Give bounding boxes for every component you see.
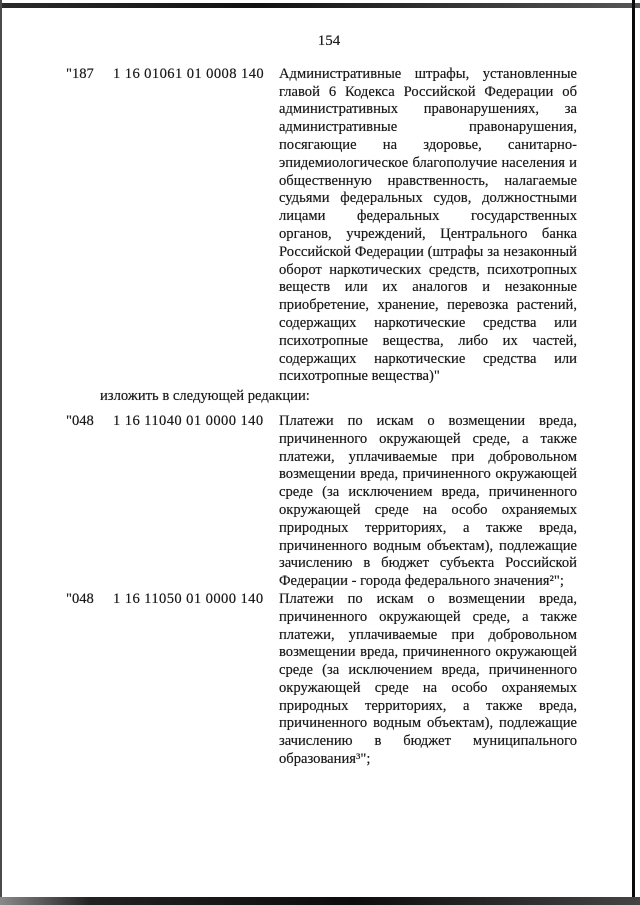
table-row [0, 591, 640, 769]
table-row [0, 66, 640, 386]
agency-code: "048 [66, 412, 94, 429]
agency-code: "187 [66, 65, 94, 82]
table-row [0, 413, 640, 591]
scan-edge-bottom [0, 897, 640, 905]
row-description: Платежи по искам о возмещении вреда, причиненного окружающей среде, а также платежи, уплачиваемые при добровольном возмещении вреда, причиненного окружающей среде (за исключением вреда, причиненного окружающей среде на особо охраняемых природных территориях, а также вреда, причиненного водным объектам), подлежащие зачислению в бюджет субъекта Российской Федерации - города федерального значения²"; [279, 412, 577, 590]
budget-classification-code: 1 16 11040 01 0000 140 [113, 412, 264, 429]
row-description: Административные штрафы, установленные главой 6 Кодекса Российской Федерации об административных правонарушениях, за административные правонарушения, посягающие на здоровье, санитарно-эпидемиологическое благополучие населения и общественную нравственность, налагаемые судьями федеральных судов, должностными лицами федеральных государственных органов, учреждений, Центрального банка Российской Федерации (штрафы за незаконный оборот наркотических средств, психотропных веществ или их аналогов и незаконные приобретение, хранение, перевозка растений, содержащих наркотические средства или психотропные вещества, либо их частей, содержащих наркотические средства или психотропные вещества)" [279, 65, 577, 385]
budget-classification-code: 1 16 01061 01 0008 140 [113, 65, 265, 82]
amendment-line: изложить в следующей редакции: [100, 388, 310, 405]
agency-code: "048 [66, 590, 94, 607]
page-number: 154 [317, 33, 341, 49]
budget-classification-code: 1 16 11050 01 0000 140 [113, 590, 264, 607]
row-description: Платежи по искам о возмещении вреда, причиненного окружающей среде, а также платежи, уплачиваемые при добровольном возмещении вреда, причиненного окружающей среде (за исключением вреда, причиненного окружающей среде на особо охраняемых природных территориях, а также вреда, причиненного водным объектам), подлежащие зачислению в бюджет муниципального образования³"; [279, 590, 577, 768]
